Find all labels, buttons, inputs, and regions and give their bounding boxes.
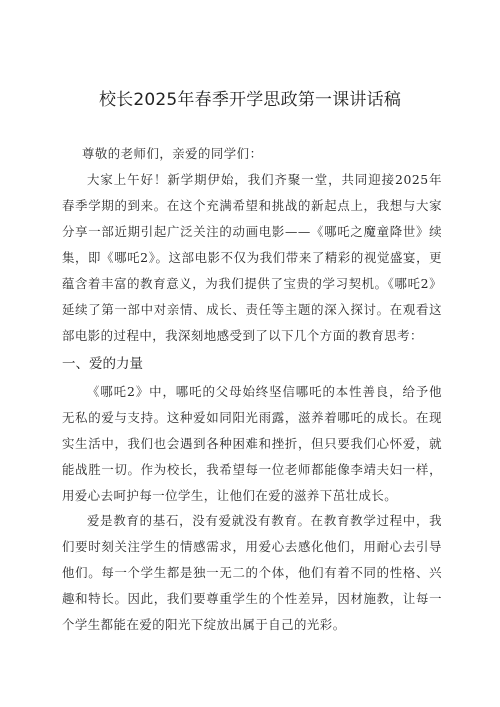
section-heading: 一、爱的力量	[62, 356, 143, 372]
paragraph-love-foundation: 爱是教育的基石，没有爱就没有教育。在教育教学过程中，我们要时刻关注学生的情感需求，用爱心去感化他们，用耐心去引导他们。每一个学生都是独一无二的个体，他们有着不同的性格、兴趣和特长。因此，我们要尊重学生的个性差异，因材施教，让每一个学生都能在爱的阳光下绽放出属于自己的光彩。	[62, 513, 442, 632]
paragraph-intro: 大家上午好！新学期伊始，我们齐聚一堂，共同迎接2025年春季学期的到来。在这个充满希望和挑战的新起点上，我想与大家分享一部近期引起广泛关注的动画电影——《哪吒之魔童降世》续集，即《哪吒2》。这部电影不仅为我们带来了精彩的视觉盛宴，更蕴含着丰富的教育意义，为我们提供了宝贵的学习契机。《哪吒2》延续了第一部中对亲情、成长、责任等主题的深入探讨。在观看这部电影的过程中，我深刻地感受到了以下几个方面的教育思考：	[62, 172, 442, 343]
document-title: 校长2025年春季开学思政第一课讲话稿	[98, 90, 402, 110]
greeting-line: 尊敬的老师们，亲爱的同学们：	[82, 146, 263, 161]
paragraph-love-power: 《哪吒2》中，哪吒的父母始终坚信哪吒的本性善良，给予他无私的爱与支持。这种爱如同阳光雨露，滋养着哪吒的成长。在现实生活中，我们也会遇到各种困难和挫折，但只要我们心怀爱，就能战胜一切。作为校长，我希望每一位老师都能像李靖夫妇一样，用爱心去呵护每一位学生，让他们在爱的滋养下茁壮成长。	[62, 384, 442, 503]
